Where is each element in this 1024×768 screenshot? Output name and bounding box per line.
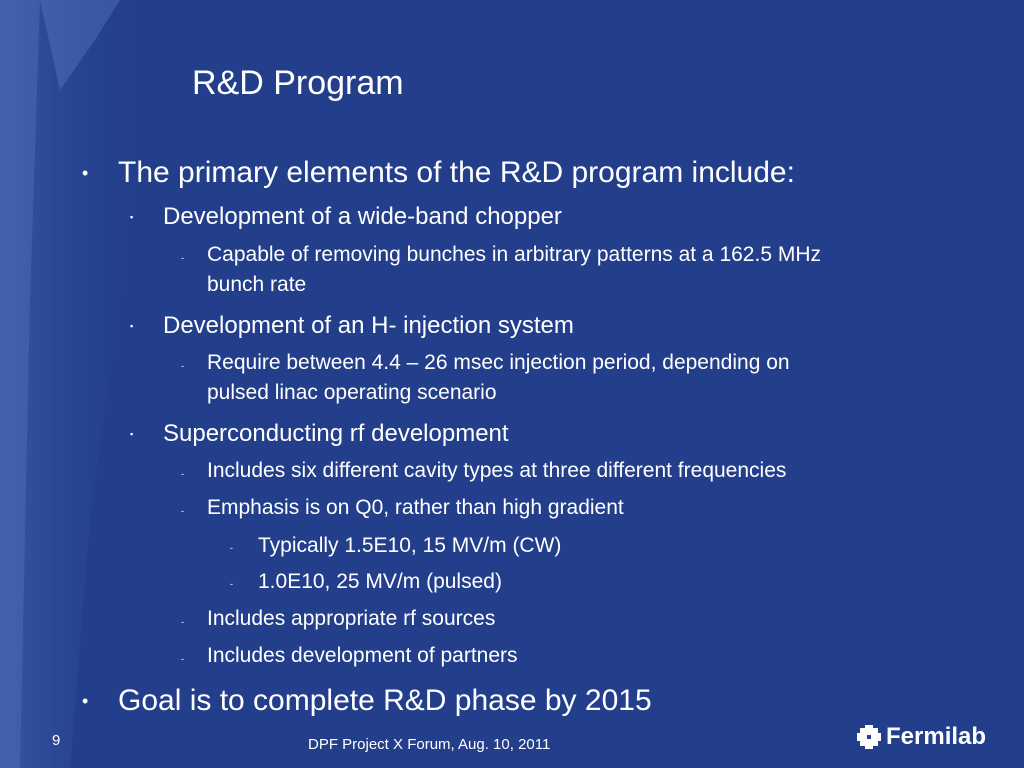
fermilab-logo-icon (857, 725, 881, 749)
bullet-level3-continuation: bunch rate (207, 273, 307, 296)
bullet-dash-icon: - (230, 543, 233, 553)
bullet-dash-icon: - (230, 579, 233, 589)
bullet-level2: Development of a wide-band chopper (163, 203, 562, 230)
bullet-level3: Require between 4.4 – 26 msec injection period, depending on (207, 351, 790, 374)
slide-number: 9 (52, 732, 61, 749)
bullet-level2: Development of an H- injection system (163, 312, 574, 339)
bullet-dash-icon: - (181, 361, 184, 371)
fermilab-logo-text: Fermilab (886, 723, 987, 750)
bullet-level1: The primary elements of the R&D program include: (118, 156, 795, 189)
bullet-square-icon: ▪ (130, 321, 134, 331)
bullet-level3-continuation: pulsed linac operating scenario (207, 381, 497, 404)
fermilab-logo (857, 722, 986, 752)
bullet-level1: Goal is to complete R&D phase by 2015 (118, 684, 652, 717)
bullet-dot-icon: • (82, 691, 89, 711)
bullet-dash-icon: - (181, 654, 184, 664)
slide-title: R&D Program (192, 64, 404, 102)
bullet-level2: Superconducting rf development (163, 420, 509, 447)
bullet-square-icon: ▪ (130, 212, 134, 222)
bullet-dash-icon: - (181, 506, 184, 516)
bullet-level3: Includes appropriate rf sources (207, 607, 496, 630)
bullet-dot-icon: • (82, 163, 89, 183)
bullet-level3: Includes development of partners (207, 644, 518, 667)
bullet-dash-icon: - (181, 253, 184, 263)
bullet-dash-icon: - (181, 617, 184, 627)
bullet-level4: 1.0E10, 25 MV/m (pulsed) (258, 570, 502, 593)
bullet-level4: Typically 1.5E10, 15 MV/m (CW) (258, 534, 562, 557)
bullet-level3: Includes six different cavity types at three different frequencies (207, 459, 787, 482)
bullet-level3: Emphasis is on Q0, rather than high gradient (207, 496, 624, 519)
bullet-square-icon: ▪ (130, 429, 134, 439)
bullet-level3: Capable of removing bunches in arbitrary patterns at a 162.5 MHz (207, 243, 821, 266)
bullet-dash-icon: - (181, 469, 184, 479)
footer-text: DPF Project X Forum, Aug. 10, 2011 (308, 736, 551, 753)
